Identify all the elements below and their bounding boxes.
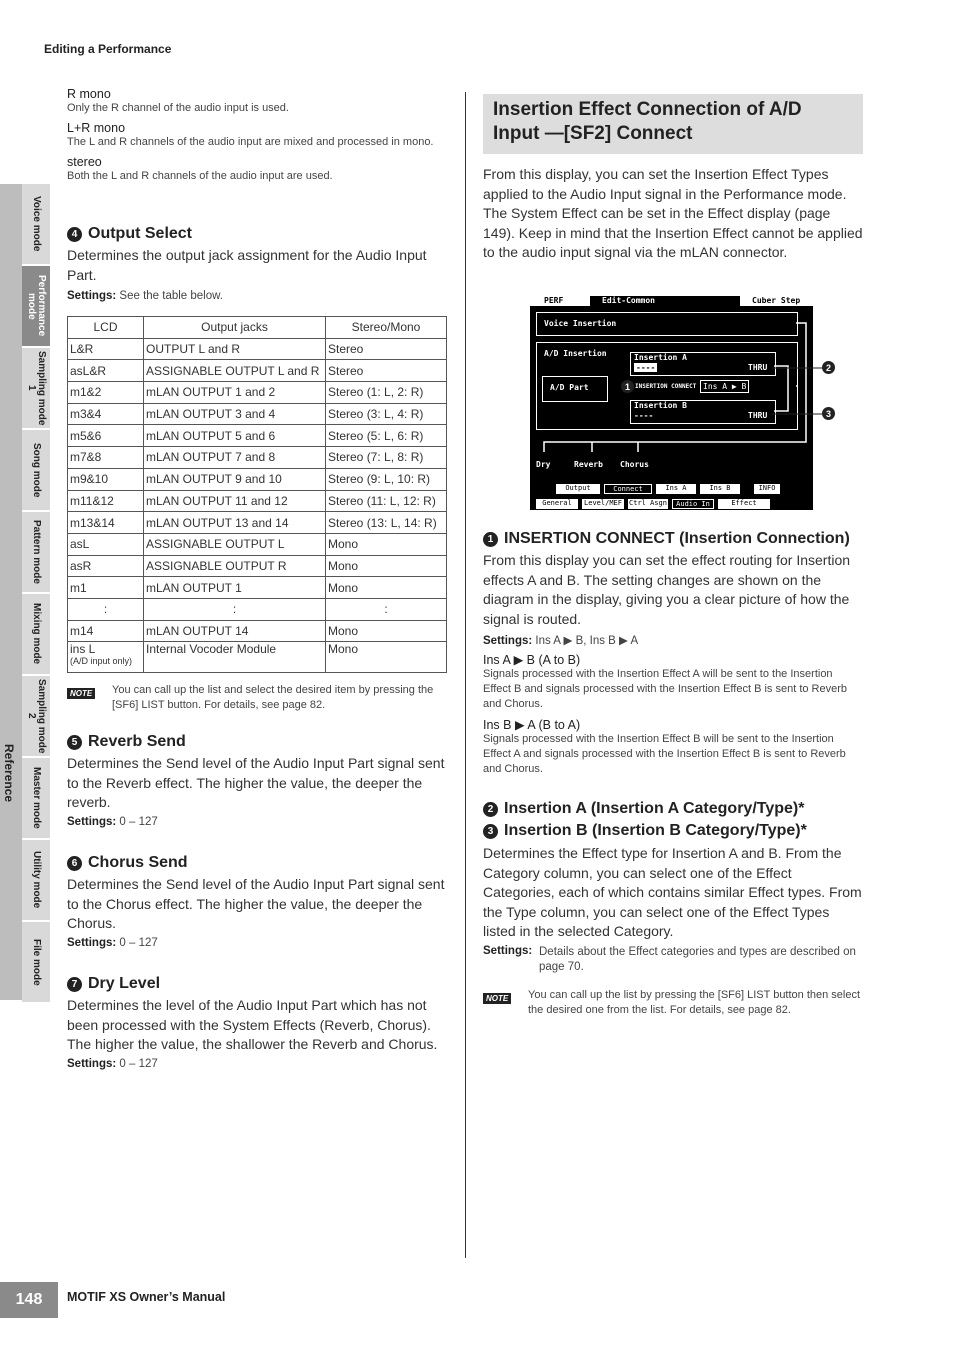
table-cell: : — [68, 598, 144, 620]
callout-3: 3 — [822, 407, 835, 420]
table-cell: ins L (A/D input only) — [68, 642, 144, 673]
lcd-tab-effect[interactable]: Effect — [718, 499, 770, 509]
table-cell: asL — [68, 533, 144, 555]
lcd-tab-connect[interactable]: Connect — [604, 484, 652, 494]
lcd-connect-label: INSERTION CONNECT — [635, 383, 697, 390]
chorus-send-heading: 6 Chorus Send — [67, 854, 188, 872]
table-cell: OUTPUT L and R — [144, 338, 326, 360]
table-cell-note: (A/D input only) — [70, 656, 133, 667]
desc-stereo: Both the L and R channels of the audio input are used. — [67, 170, 333, 182]
table-cell: Stereo (5: L, 6: R) — [326, 425, 447, 447]
table-cell: Mono — [326, 555, 447, 577]
table-cell: ASSIGNABLE OUTPUT R — [144, 555, 326, 577]
table-cell: Mono — [326, 577, 447, 599]
table-cell: Stereo (7: L, 8: R) — [326, 447, 447, 469]
lcd-tabs-top — [530, 484, 813, 494]
table-cell: Stereo — [326, 338, 447, 360]
output-select-settings: Settings: See the table below. — [67, 290, 223, 302]
table-row — [68, 598, 447, 620]
tab-pattern-mode[interactable]: Pattern mode — [22, 512, 50, 594]
lcd-tab-ctrl-asgn[interactable]: Ctrl Asgn — [629, 499, 667, 507]
table-cell: m7&8 — [68, 447, 144, 469]
table-cell: Stereo (13: L, 14: R) — [326, 512, 447, 534]
table-cell: mLAN OUTPUT 13 and 14 — [144, 512, 326, 534]
callout-1: 1 — [621, 380, 634, 393]
term-r-mono: R mono — [67, 87, 111, 101]
dry-level-settings: Settings: 0 – 127 — [67, 1058, 158, 1070]
section-intro: From this display, you can set the Insertion Effect Types applied to the Audio Input signal in the Performance mode. The System Effect can be set in the Effect display (page 149). Keep in mind that the Insertion Effect cannot be applied to the audio input signal via the mLAN connector. — [483, 166, 863, 260]
lcd-ad-insertion: A/D Insertion — [544, 349, 607, 358]
table-cell: : — [326, 598, 447, 620]
table-row — [68, 533, 447, 555]
table-cell: m5&6 — [68, 425, 144, 447]
output-jacks-table — [67, 316, 447, 673]
tab-song-mode[interactable]: Song mode — [22, 430, 50, 512]
connect-option-list — [483, 652, 863, 777]
table-cell: mLAN OUTPUT 3 and 4 — [144, 403, 326, 425]
lcd-step: Cuber Step — [752, 296, 801, 305]
lcd-insertion-b-thru[interactable]: THRU — [748, 411, 768, 420]
number-badge: 5 — [67, 735, 82, 750]
lcd-tab-output[interactable]: Output — [556, 484, 600, 494]
table-row — [68, 642, 447, 673]
table-cell: m13&14 — [68, 512, 144, 534]
output-select-heading: 4 Output Select — [67, 225, 192, 243]
tab-sampling-mode-1[interactable]: Sampling mode 1 — [22, 348, 50, 430]
input-mode-list — [67, 87, 447, 184]
note-icon: NOTE — [483, 993, 511, 1004]
insertion-b-heading: 3 Insertion B (Insertion B Category/Type)* — [483, 822, 807, 840]
lcd-perf: PERF — [544, 296, 564, 305]
lcd-insertion-a: Insertion A — [634, 353, 687, 362]
dry-level-heading: 7 Dry Level — [67, 975, 160, 993]
lcd-tab-general[interactable]: General — [536, 499, 578, 509]
insertion-ab-body: Determines the Effect type for Insertion A and B. From the Category column, you can select one of the Effect Categories, each of which contains similar Effect types. From the Type column, you can select one of the Effect Types listed in the selected Category. — [483, 845, 862, 939]
table-cell: asL&R — [68, 360, 144, 382]
table-cell: m1 — [68, 577, 144, 599]
output-select-body: Determines the output jack assignment for the Audio Input Part. — [67, 247, 427, 283]
number-badge: 6 — [67, 856, 82, 871]
tab-performance-mode[interactable]: Performance mode — [22, 266, 50, 348]
lcd-tab-audio-in[interactable]: Audio In — [672, 499, 714, 509]
table-cell: m11&12 — [68, 490, 144, 512]
table-cell: L&R — [68, 338, 144, 360]
table-row — [68, 512, 447, 534]
table-row — [68, 555, 447, 577]
lcd-tab-level-mef[interactable]: Level/MEF — [582, 499, 624, 509]
table-row — [68, 403, 447, 425]
insertion-connect-body: From this display you can set the effect routing for Insertion effects A and B. The setting changes are shown on the diagram in the display, giving you a clear picture of how the signal is routed. — [483, 552, 851, 627]
lcd-dry: Dry — [536, 460, 551, 469]
table-cell: Stereo — [326, 360, 447, 382]
tab-voice-mode[interactable]: Voice mode — [22, 184, 50, 266]
reverb-send-settings: Settings: 0 – 127 — [67, 816, 158, 828]
desc-r-mono: Only the R channel of the audio input is used. — [67, 102, 289, 114]
lcd-voice-insertion: Voice Insertion — [544, 319, 617, 328]
chapter-sidebar — [0, 184, 50, 1000]
table-row — [68, 620, 447, 642]
tab-mixing-mode[interactable]: Mixing mode — [22, 594, 50, 676]
desc-lr-mono: The L and R channels of the audio input are mixed and processed in mono. — [67, 136, 434, 148]
desc-ins-a-to-b: Signals processed with the Insertion Effect A will be sent to the Insertion Effect B and signals processed with the Insertion Effect B is sent to Reverb and Chorus. — [483, 668, 848, 710]
term-ins-a-to-b: Ins A ▶ B (A to B) — [483, 653, 581, 667]
number-badge: 3 — [483, 824, 498, 839]
table-cell: m9&10 — [68, 468, 144, 490]
insertion-connect-heading: 1 INSERTION CONNECT (Insertion Connection) — [483, 530, 850, 548]
lcd-insertion-a-category[interactable]: ---- — [636, 363, 656, 372]
table-cell: m14 — [68, 620, 144, 642]
note-list — [67, 683, 447, 711]
note-text: You can call up the list by pressing the [SF6] LIST button then select the desired one from the list. For details, see page 82. — [528, 989, 861, 1016]
table-row — [68, 360, 447, 382]
table-cell: mLAN OUTPUT 1 — [144, 577, 326, 599]
running-header: Editing a Performance — [44, 42, 172, 56]
number-badge: 1 — [483, 532, 498, 547]
table-cell: Mono — [326, 533, 447, 555]
table-row — [68, 577, 447, 599]
desc-ins-b-to-a: Signals processed with the Insertion Effect B will be sent to the Insertion Effect A and signals processed with the Insertion Effect B is sent to Reverb and Chorus. — [483, 733, 846, 775]
note-text: You can call up the list and select the desired item by pressing the [SF6] LIST button. For details, see page 82. — [112, 684, 434, 711]
table-row — [68, 468, 447, 490]
tab-file-mode[interactable]: File mode — [22, 922, 50, 1004]
table-cell: Mono — [326, 620, 447, 642]
table-cell: ASSIGNABLE OUTPUT L — [144, 533, 326, 555]
table-cell: asR — [68, 555, 144, 577]
reverb-send-body: Determines the Send level of the Audio Input Part signal sent to the Reverb effect. The higher the value, the deeper the reverb. — [67, 755, 445, 810]
table-cell: Mono — [326, 642, 447, 673]
reverb-send-heading: 5 Reverb Send — [67, 733, 186, 751]
table-cell: mLAN OUTPUT 1 and 2 — [144, 382, 326, 404]
lcd-edit-common: Edit-Common — [602, 296, 655, 305]
table-cell: Stereo (1: L, 2: R) — [326, 382, 447, 404]
term-ins-b-to-a: Ins B ▶ A (B to A) — [483, 718, 581, 732]
table-cell: mLAN OUTPUT 9 and 10 — [144, 468, 326, 490]
table-row — [68, 490, 447, 512]
table-cell: mLAN OUTPUT 7 and 8 — [144, 447, 326, 469]
manual-title: MOTIF XS Owner’s Manual — [67, 1290, 226, 1304]
tab-sampling-mode-2[interactable]: Sampling mode 2 — [22, 676, 50, 758]
lcd-reverb: Reverb — [574, 460, 603, 469]
table-row — [68, 382, 447, 404]
dry-level-body: Determines the level of the Audio Input Part which has not been processed with the System Effects (Reverb, Chorus). The higher the value, the shallower the Reverb and Chorus. — [67, 997, 438, 1052]
lcd-tab-ins-a[interactable]: Ins A — [656, 484, 696, 494]
table-header-row: LCD Output jacks Stereo/Mono — [68, 317, 447, 339]
lcd-connect-value[interactable]: Ins A ▶ B — [700, 380, 749, 393]
note-icon: NOTE — [67, 688, 95, 699]
tab-utility-mode[interactable]: Utility mode — [22, 840, 50, 922]
number-badge: 4 — [67, 227, 82, 242]
lcd-insertion-b-category[interactable]: ---- — [634, 411, 654, 420]
number-badge: 2 — [483, 802, 498, 817]
section-title: Insertion Effect Connection of A/D Input —[SF2] Connect — [483, 94, 863, 154]
table-cell: m1&2 — [68, 382, 144, 404]
term-stereo: stereo — [67, 155, 102, 169]
table-cell: Internal Vocoder Module — [144, 642, 326, 673]
table-cell: Stereo (11: L, 12: R) — [326, 490, 447, 512]
table-row — [68, 338, 447, 360]
lcd-tabs-bottom — [530, 499, 813, 509]
callout-2: 2 — [822, 361, 835, 374]
callout-leader-lines — [770, 360, 825, 420]
table-cell: mLAN OUTPUT 11 and 12 — [144, 490, 326, 512]
lcd-tab-ins-b[interactable]: Ins B — [700, 484, 740, 494]
table-cell: Stereo (9: L, 10: R) — [326, 468, 447, 490]
insertion-connect-settings: Settings: Ins A ▶ B, Ins B ▶ A — [483, 635, 639, 647]
term-lr-mono: L+R mono — [67, 121, 126, 135]
lcd-insertion-a-thru[interactable]: THRU — [748, 363, 768, 372]
table-cell: ASSIGNABLE OUTPUT L and R — [144, 360, 326, 382]
chorus-send-settings: Settings: 0 – 127 — [67, 937, 158, 949]
column-divider — [465, 92, 466, 1258]
chorus-send-body: Determines the Send level of the Audio Input Part signal sent to the Chorus effect. The higher the value, the deeper the Chorus. — [67, 876, 445, 931]
table-cell: mLAN OUTPUT 14 — [144, 620, 326, 642]
reference-label: Reference — [2, 744, 16, 803]
lcd-tab-info[interactable]: INFO — [754, 484, 780, 494]
table-cell: Stereo (3: L, 4: R) — [326, 403, 447, 425]
table-cell: : — [144, 598, 326, 620]
insertion-a-heading: 2 Insertion A (Insertion A Category/Type)* — [483, 800, 804, 818]
page-number: 148 — [0, 1282, 58, 1318]
lcd-insertion-b: Insertion B — [634, 401, 687, 410]
tab-master-mode[interactable]: Master mode — [22, 758, 50, 840]
lcd-chorus: Chorus — [620, 460, 649, 469]
table-cell: m3&4 — [68, 403, 144, 425]
lcd-ad-part: A/D Part — [550, 383, 589, 392]
table-row — [68, 447, 447, 469]
note-list — [483, 988, 863, 1016]
table-cell: mLAN OUTPUT 5 and 6 — [144, 425, 326, 447]
insertion-ab-settings: Settings: Details about the Effect categories and types are described on page 70. — [483, 945, 856, 973]
table-row — [68, 425, 447, 447]
number-badge: 7 — [67, 977, 82, 992]
